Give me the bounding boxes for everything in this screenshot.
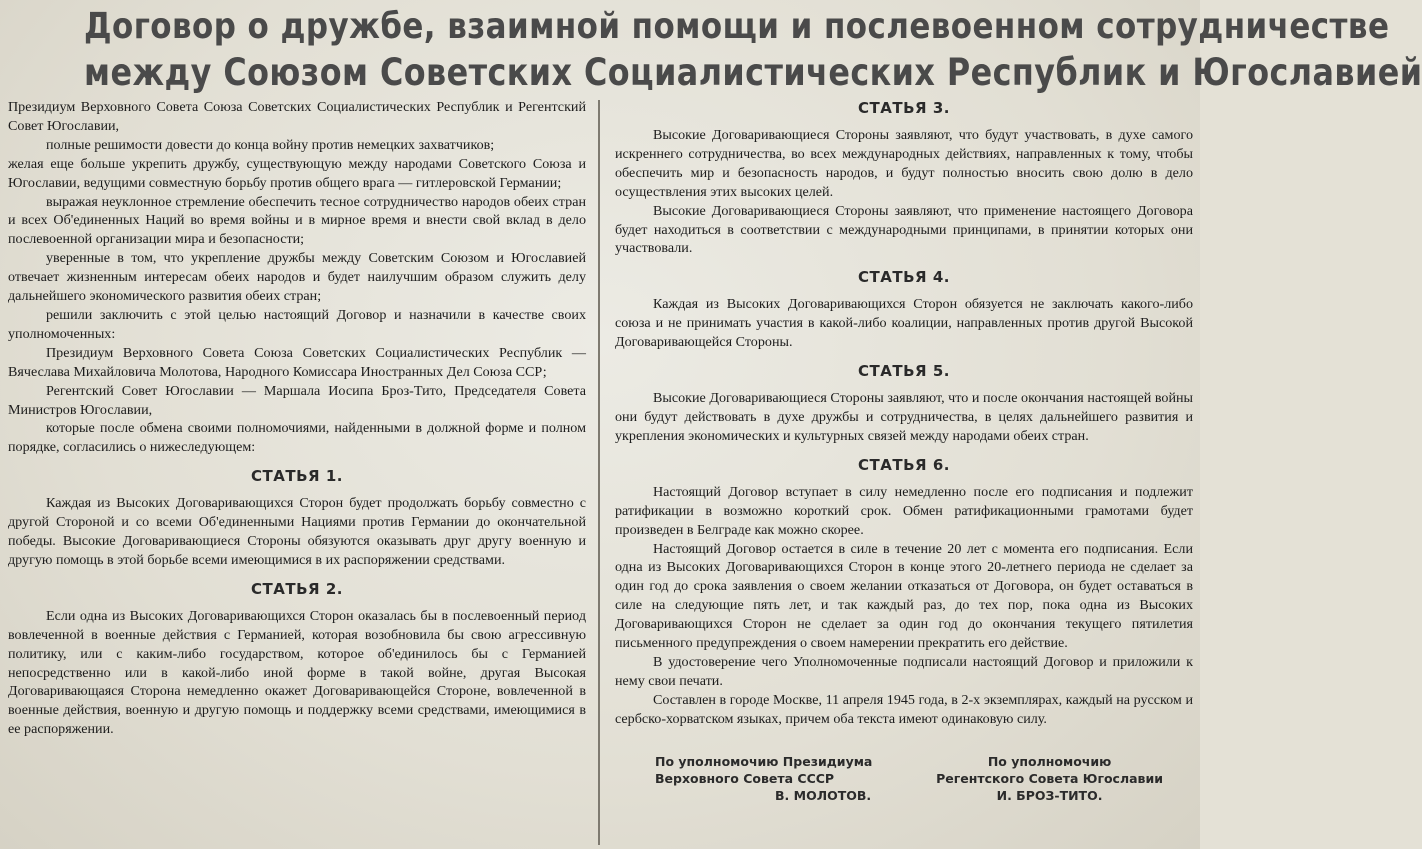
preamble-paragraph: Регентский Совет Югославии — Маршала Иосипа Броз-Тито, Председателя Совета Министров Югославии, [8, 382, 586, 418]
article-1-text: Каждая из Высоких Договаривающихся Сторон будет продолжать борьбу совместно с другой Стороной и со всеми Об'единенными Нациями против Германии до окончательной победы. Высокие Договаривающиеся Стороны обязуются оказывать друг другу военную и другую помощь в этой борьбе всеми имеющимися в их распоряжении средствами. [8, 495, 586, 568]
signature-yugoslav-name: И. БРОЗ-ТИТО. [996, 787, 1103, 803]
article-5-heading: СТАТЬЯ 5. [858, 362, 950, 381]
right-column [615, 98, 1193, 846]
treaty-title [0, 4, 1422, 96]
left-column [8, 98, 586, 846]
article-6-text: Настоящий Договор остается в силе в течение 20 лет с момента его подписания. Если одна из Высоких Договаривающихся Сторон в конце этого 20-летнего периода не сделает за один год до срока заявления о своем желании отказаться от Договора, он будет оставаться в силе на следующие пять лет, и так каждый раз, до тех пор, пока одна из Высоких Договаривающихся Сторон не сделает за один год до окончания текущего пятилетия письменного предупреждения о своем намерении прекратить его действие. [615, 540, 1193, 652]
article-1-heading: СТАТЬЯ 1. [251, 467, 343, 486]
article-2-text: Если одна из Высоких Договаривающихся Сторон оказалась бы в послевоенный период вовлеченной в военные действия с Германией, которая возобновила бы свою агрессивную политику, или с каким-либо государством, которое об'единилось бы с Германией непосредственно или в какой-либо иной форме в такой войне, другая Высокая Договаривающаяся Сторона немедленно окажет Договаривающейся Стороне, вовлеченной в военные действия, военную и другую помощь и поддержку всеми средствами, имеющимися в ее распоряжении. [8, 607, 586, 738]
article-6-text: В удостоверение чего Уполномоченные подписали настоящий Договор и приложили к нему свои печати. [615, 653, 1193, 689]
title-line-2: между Союзом Советских Социалистических Республик и Югославией [84, 51, 1422, 94]
signature-soviet-line-2: Верховного Совета СССР [655, 770, 835, 786]
article-3-text: Высокие Договаривающиеся Стороны заявляют, что применение настоящего Договора будет находиться в соответствии с международными принципами, в принятии которых они участвовали. [615, 202, 1193, 257]
preamble-paragraph: полные решимости довести до конца войну против немецких захватчиков; [46, 136, 495, 153]
signature-soviet-name: В. МОЛОТОВ. [775, 787, 872, 803]
article-6-text: Составлен в городе Москве, 11 апреля 1945 года, в 2-х экземплярах, каждый на русском и сербско-хорватском языках, причем оба текста имеют одинаковую силу. [615, 691, 1193, 727]
article-6-heading: СТАТЬЯ 6. [858, 455, 950, 474]
article-4-text: Каждая из Высоких Договаривающихся Сторон обязуется не заключать какого-либо союза и не принимать участия в какой-либо коалиции, направленных против другой Высокой Договаривающейся Стороны. [615, 296, 1193, 351]
signature-soviet [615, 753, 872, 804]
signature-yugoslav [936, 753, 1193, 804]
signature-yugoslav-line-1: По уполномочию [987, 753, 1112, 769]
article-3-text: Высокие Договаривающиеся Стороны заявляют, что будут участвовать, в духе самого искреннего сотрудничества, во всех международных действиях, направленных к тому, чтобы обеспечить мир и безопасность народов, и будут полностью вносить свою долю в дело осуществления этих высоких целей. [615, 127, 1193, 200]
article-5-text: Высокие Договаривающиеся Стороны заявляют, что и после окончания настоящей войны они будут действовать в духе дружбы и сотрудничества, в целях дальнейшего развития и укрепления экономических и культурных связей между народами обеих стран. [615, 390, 1193, 444]
preamble-paragraph: Президиум Верховного Совета Союза Советских Социалистических Республик и Регентский Совет Югославии, [8, 99, 586, 134]
preamble-paragraph: уверенные в том, что укрепление дружбы между Советским Союзом и Югославией отвечает жизненным интересам обеих народов и будет наилучшим образом служить делу дальнейшего экономического развития обеих стран; [8, 250, 586, 305]
signature-yugoslav-line-2: Регентского Совета Югославии [936, 770, 1163, 786]
article-4-heading: СТАТЬЯ 4. [858, 268, 950, 287]
title-line-1: Договор о дружбе, взаимной помощи и послевоенном сотрудничестве [84, 6, 1390, 47]
preamble-paragraph: решили заключить с этой целью настоящий Договор и назначили в качестве своих уполномоченных: [8, 306, 586, 342]
column-divider [598, 100, 600, 845]
signature-block [615, 753, 1193, 804]
preamble-paragraph: желая еще больше укрепить дружбу, существующую между народами Советского Союза и Югославии, ведущими совместную борьбу против общего врага — гитлеровской Германии; [8, 155, 586, 191]
preamble-paragraph: выражая неуклонное стремление обеспечить тесное сотрудничество народов обеих стран и всех Об'единенных Наций во время войны и в мирное время и внести свой вклад в дело послевоенной организации мира и безопасности; [8, 193, 586, 248]
article-6-text: Настоящий Договор вступает в силу немедленно после его подписания и подлежит ратификации в возможно короткий срок. Обмен ратификационными грамотами будет произведен в Белграде как можно скорее. [615, 483, 1193, 538]
preamble-paragraph: которые после обмена своими полномочиями, найденными в должной форме и полном порядке, согласились о нижеследующем: [8, 420, 586, 456]
signature-soviet-line-1: По уполномочию Президиума [655, 753, 873, 769]
article-2-heading: СТАТЬЯ 2. [251, 579, 343, 598]
preamble-paragraph: Президиум Верховного Совета Союза Советских Социалистических Республик — Вячеслава Михайловича Молотова, Народного Комиссара Иностранных Дел Союза ССР; [8, 344, 586, 380]
article-3-heading: СТАТЬЯ 3. [858, 99, 950, 117]
